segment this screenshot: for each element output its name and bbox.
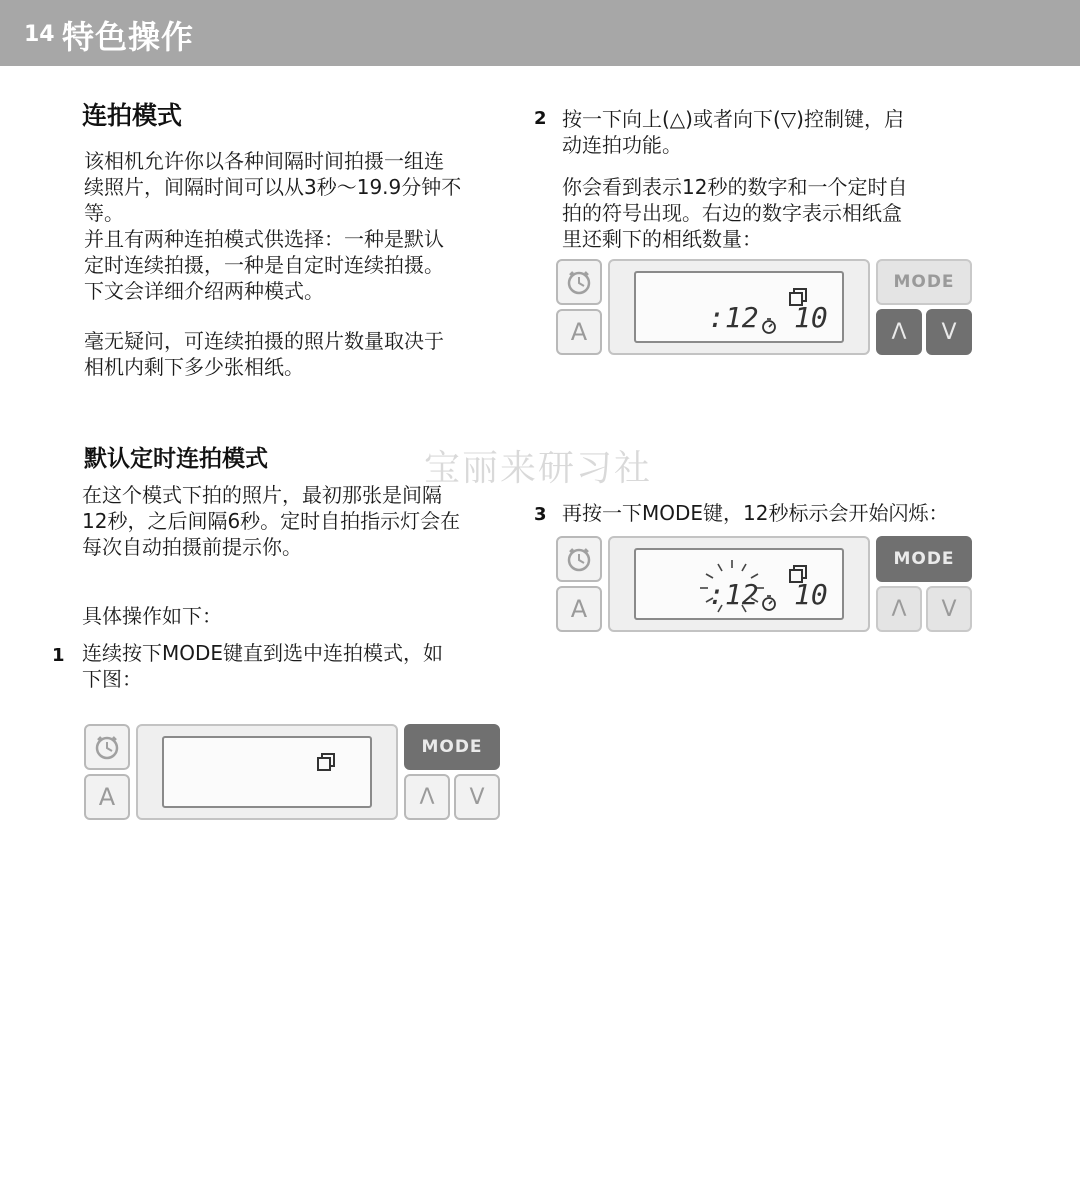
step-1-number: 1 (52, 645, 65, 666)
up-button[interactable]: Λ (404, 774, 450, 820)
self-timer-icon (92, 732, 122, 762)
lcd-frame (608, 259, 870, 355)
film-count: 10 (794, 578, 828, 611)
text-line: 该相机允许你以各种间隔时间拍摄一组连 (84, 149, 444, 173)
howto-text: 具体操作如下： (82, 604, 222, 628)
timer-symbol-icon (760, 594, 778, 612)
lcd-display (634, 271, 844, 343)
header-bar (0, 0, 1080, 66)
step-2-text (562, 106, 904, 158)
a-button[interactable]: A (556, 586, 602, 632)
control-panel-step3 (556, 536, 976, 640)
down-button[interactable]: V (926, 586, 972, 632)
text-line: 定时连续拍摄，一种是自定时连续拍摄。 (84, 253, 444, 277)
self-timer-button[interactable] (84, 724, 130, 770)
text-line: 里还剩下的相纸数量： (562, 227, 762, 251)
self-timer-icon (564, 544, 594, 574)
intro-paragraph (84, 148, 461, 304)
text-line: 并且有两种连拍模式供选择：一种是默认 (84, 227, 444, 251)
text-line: 等。 (84, 201, 124, 225)
text-line: 动连拍功能。 (562, 133, 682, 157)
text-line: 在这个模式下拍的照片，最初那张是间隔 (82, 483, 442, 507)
text-line: 每次自动拍摄前提示你。 (82, 535, 302, 559)
down-button[interactable]: V (454, 774, 500, 820)
text-line: 12秒，之后间隔6秒。定时自拍指示灯会在 (82, 509, 461, 533)
timer-symbol-icon (760, 317, 778, 335)
mode-button[interactable]: MODE (404, 724, 500, 770)
lcd-display (162, 736, 372, 808)
watermark: 宝丽来研习社 (424, 448, 653, 489)
self-timer-button[interactable] (556, 259, 602, 305)
text-line: 连续按下MODE键直到选中连拍模式，如 (82, 641, 444, 665)
step-3-number: 3 (534, 504, 547, 525)
text-line: 你会看到表示12秒的数字和一个定时自 (562, 175, 908, 199)
self-timer-icon (564, 267, 594, 297)
mode-button[interactable]: MODE (876, 259, 972, 305)
default-mode-title: 默认定时连拍模式 (84, 446, 268, 472)
step-1-text (82, 640, 443, 692)
burst-mode-title: 连拍模式 (82, 101, 183, 130)
text-line: 相机内剩下多少张相纸。 (84, 355, 304, 379)
step-2-detail (562, 174, 907, 252)
text-line: 续照片，间隔时间可以从3秒～19.9分钟不 (84, 175, 462, 199)
timer-readout: :12 (708, 578, 759, 611)
step-3-text: 再按一下MODE键，12秒标示会开始闪烁： (562, 501, 949, 525)
down-button[interactable]: V (926, 309, 972, 355)
burst-mode-icon (316, 750, 338, 772)
text-line: 下文会详细介绍两种模式。 (84, 279, 324, 303)
a-button[interactable]: A (84, 774, 130, 820)
lcd-frame (136, 724, 398, 820)
text-line: 按一下向上(△)或者向下(▽)控制键，启 (562, 107, 904, 131)
control-panel-step2 (556, 259, 976, 363)
text-line: 下图： (82, 667, 142, 691)
step-2-number: 2 (534, 108, 547, 129)
self-timer-button[interactable] (556, 536, 602, 582)
film-count: 10 (794, 301, 828, 334)
default-mode-paragraph (82, 482, 460, 560)
mode-button[interactable]: MODE (876, 536, 972, 582)
lcd-frame (608, 536, 870, 632)
text-line: 毫无疑问，可连续拍摄的照片数量取决于 (84, 329, 444, 353)
up-button[interactable]: Λ (876, 586, 922, 632)
a-button[interactable]: A (556, 309, 602, 355)
control-panel-step1 (84, 724, 504, 828)
page-number: 14 (24, 22, 55, 47)
section-title: 特色操作 (62, 18, 195, 56)
lcd-display (634, 548, 844, 620)
timer-readout: :12 (708, 301, 759, 334)
up-button[interactable]: Λ (876, 309, 922, 355)
note-paragraph (84, 328, 444, 380)
text-line: 拍的符号出现。右边的数字表示相纸盒 (562, 201, 902, 225)
